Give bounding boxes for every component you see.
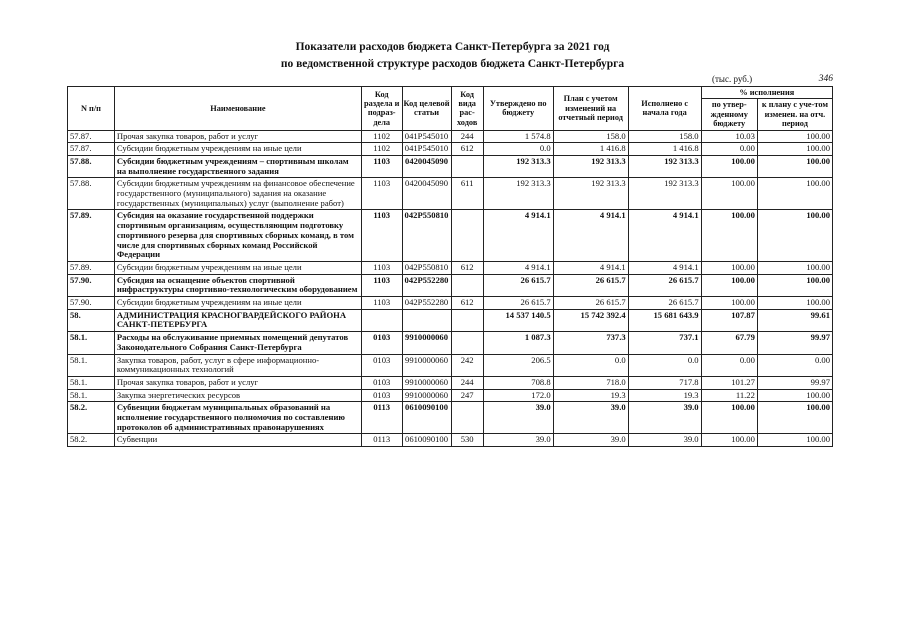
cell-target: 041P545010 xyxy=(402,130,451,143)
cell-pct-plan: 100.00 xyxy=(757,402,832,434)
cell-executed: 192 313.3 xyxy=(628,155,701,177)
cell-type: 612 xyxy=(451,261,483,274)
table-row xyxy=(68,261,833,274)
cell-pct-approved: 100.00 xyxy=(701,274,757,296)
cell-pct-approved: 67.79 xyxy=(701,332,757,354)
cell-name: Субсидии бюджетным учреждениям на иные цели xyxy=(114,297,361,310)
cell-plan: 26 615.7 xyxy=(553,297,628,310)
cell-executed: 0.0 xyxy=(628,354,701,376)
cell-section: 1103 xyxy=(361,210,402,262)
cell-pct-plan: 0.00 xyxy=(757,354,832,376)
cell-pct-plan: 100.00 xyxy=(757,130,832,143)
cell-type: 611 xyxy=(451,178,483,210)
table-row xyxy=(68,178,833,210)
table-row xyxy=(68,354,833,376)
cell-executed: 26 615.7 xyxy=(628,274,701,296)
cell-executed: 1 416.8 xyxy=(628,143,701,156)
cell-name: Субсидия на оказание государственной поддержки спортивным организациям, осуществляющим подготовку спортивного резерва для спортивных сборных команд, в том числе для спортивных сборных команд Российской Федерации xyxy=(114,210,361,262)
cell-type xyxy=(451,210,483,262)
table-row xyxy=(68,143,833,156)
table-row xyxy=(68,376,833,389)
cell-plan: 15 742 392.4 xyxy=(553,309,628,331)
cell-type xyxy=(451,402,483,434)
cell-name: Субвенции бюджетам муниципальных образований на исполнение государственного полномочия по составлению протоколов об административных правонарушениях xyxy=(114,402,361,434)
cell-num: 57.88. xyxy=(68,178,115,210)
table-row xyxy=(68,130,833,143)
cell-num: 57.88. xyxy=(68,155,115,177)
cell-section: 0103 xyxy=(361,354,402,376)
cell-approved: 14 537 140.5 xyxy=(483,309,553,331)
cell-num: 58.1. xyxy=(68,354,115,376)
table-row xyxy=(68,210,833,262)
cell-type xyxy=(451,274,483,296)
cell-target xyxy=(402,309,451,331)
cell-plan: 192 313.3 xyxy=(553,178,628,210)
cell-pct-plan: 100.00 xyxy=(757,178,832,210)
cell-type: 244 xyxy=(451,376,483,389)
header-approved: Утверждено по бюджету xyxy=(483,87,553,131)
cell-section: 1103 xyxy=(361,261,402,274)
cell-pct-approved: 107.87 xyxy=(701,309,757,331)
cell-approved: 39.0 xyxy=(483,402,553,434)
cell-pct-plan: 100.00 xyxy=(757,389,832,402)
cell-pct-plan: 100.00 xyxy=(757,143,832,156)
cell-pct-plan: 100.00 xyxy=(757,261,832,274)
cell-pct-approved: 101.27 xyxy=(701,376,757,389)
cell-section: 1102 xyxy=(361,143,402,156)
cell-plan: 39.0 xyxy=(553,402,628,434)
cell-pct-approved: 0.00 xyxy=(701,143,757,156)
table-row xyxy=(68,402,833,434)
cell-type: 247 xyxy=(451,389,483,402)
table-row xyxy=(68,309,833,331)
cell-section: 1103 xyxy=(361,297,402,310)
cell-pct-approved: 0.00 xyxy=(701,354,757,376)
table-row xyxy=(68,274,833,296)
cell-type xyxy=(451,332,483,354)
cell-approved: 1 574.8 xyxy=(483,130,553,143)
cell-num: 58.1. xyxy=(68,389,115,402)
cell-num: 57.90. xyxy=(68,274,115,296)
cell-name: Субвенции xyxy=(114,434,361,447)
cell-approved: 26 615.7 xyxy=(483,297,553,310)
cell-plan: 192 313.3 xyxy=(553,155,628,177)
cell-approved: 172.0 xyxy=(483,389,553,402)
header-percent-group: % исполнения xyxy=(701,87,832,99)
cell-target: 0420045090 xyxy=(402,155,451,177)
cell-pct-plan: 100.00 xyxy=(757,434,832,447)
cell-name: Субсидии бюджетным учреждениям на иные цели xyxy=(114,261,361,274)
cell-pct-approved: 100.00 xyxy=(701,402,757,434)
table-body xyxy=(68,130,833,447)
cell-plan: 39.0 xyxy=(553,434,628,447)
cell-approved: 4 914.1 xyxy=(483,210,553,262)
cell-pct-approved: 100.00 xyxy=(701,155,757,177)
header-name: Наименование xyxy=(114,87,361,131)
cell-plan: 718.0 xyxy=(553,376,628,389)
cell-type: 530 xyxy=(451,434,483,447)
cell-section: 0103 xyxy=(361,376,402,389)
header-section: Код раздела и подраз-дела xyxy=(361,87,402,131)
cell-target: 9910000060 xyxy=(402,354,451,376)
cell-pct-plan: 100.00 xyxy=(757,210,832,262)
cell-pct-approved: 11.22 xyxy=(701,389,757,402)
cell-approved: 26 615.7 xyxy=(483,274,553,296)
cell-target: 042P552280 xyxy=(402,297,451,310)
cell-approved: 39.0 xyxy=(483,434,553,447)
cell-name: Расходы на обслуживание приемных помещений депутатов Законодательного Собрания Санкт-Петербурга xyxy=(114,332,361,354)
cell-section: 1103 xyxy=(361,178,402,210)
document-title-line-1: Показатели расходов бюджета Санкт-Петербурга за 2021 год xyxy=(295,41,610,53)
cell-plan: 19.3 xyxy=(553,389,628,402)
cell-name: Субсидии бюджетным учреждениям – спортивным школам на выполнение государственного задания xyxy=(114,155,361,177)
cell-plan: 158.0 xyxy=(553,130,628,143)
cell-name: Субсидии бюджетным учреждениям на финансовое обеспечение государственного (муниципального) задания на оказание государственных (муниципальных) услуг (выполнение работ) xyxy=(114,178,361,210)
cell-target: 9910000060 xyxy=(402,389,451,402)
cell-target: 0610090100 xyxy=(402,434,451,447)
cell-plan: 737.3 xyxy=(553,332,628,354)
cell-executed: 737.1 xyxy=(628,332,701,354)
cell-executed: 4 914.1 xyxy=(628,261,701,274)
cell-pct-approved: 100.00 xyxy=(701,210,757,262)
cell-target: 9910000060 xyxy=(402,332,451,354)
cell-name: Субсидия на оснащение объектов спортивной инфраструктуры спортивно-технологическим оборудованием xyxy=(114,274,361,296)
cell-num: 57.90. xyxy=(68,297,115,310)
cell-section: 0113 xyxy=(361,402,402,434)
cell-type: 242 xyxy=(451,354,483,376)
cell-num: 58.2. xyxy=(68,434,115,447)
cell-num: 58.1. xyxy=(68,376,115,389)
cell-type: 612 xyxy=(451,297,483,310)
cell-executed: 19.3 xyxy=(628,389,701,402)
cell-approved: 192 313.3 xyxy=(483,155,553,177)
cell-section: 1102 xyxy=(361,130,402,143)
cell-type: 612 xyxy=(451,143,483,156)
cell-executed: 4 914.1 xyxy=(628,210,701,262)
table-row xyxy=(68,389,833,402)
budget-table xyxy=(67,86,833,447)
cell-approved: 0.0 xyxy=(483,143,553,156)
cell-type xyxy=(451,155,483,177)
cell-target: 042P550810 xyxy=(402,210,451,262)
cell-type: 244 xyxy=(451,130,483,143)
cell-target: 042P550810 xyxy=(402,261,451,274)
cell-plan: 26 615.7 xyxy=(553,274,628,296)
cell-executed: 717.8 xyxy=(628,376,701,389)
cell-pct-approved: 100.00 xyxy=(701,261,757,274)
cell-section: 1103 xyxy=(361,274,402,296)
cell-plan: 4 914.1 xyxy=(553,261,628,274)
header-executed: Исполнено с начала года xyxy=(628,87,701,131)
cell-num: 57.87. xyxy=(68,143,115,156)
cell-approved: 192 313.3 xyxy=(483,178,553,210)
cell-num: 57.87. xyxy=(68,130,115,143)
cell-pct-approved: 100.00 xyxy=(701,434,757,447)
table-row xyxy=(68,434,833,447)
cell-section: 0103 xyxy=(361,332,402,354)
cell-target: 0420045090 xyxy=(402,178,451,210)
cell-pct-plan: 99.97 xyxy=(757,376,832,389)
cell-plan: 0.0 xyxy=(553,354,628,376)
cell-num: 58.1. xyxy=(68,332,115,354)
cell-executed: 39.0 xyxy=(628,434,701,447)
cell-executed: 39.0 xyxy=(628,402,701,434)
cell-section xyxy=(361,309,402,331)
cell-executed: 15 681 643.9 xyxy=(628,309,701,331)
header-target: Код целевой статьи xyxy=(402,87,451,131)
table-header xyxy=(68,87,833,131)
cell-approved: 1 087.3 xyxy=(483,332,553,354)
document-title-line-2: по ведомственной структуре расходов бюджета Санкт-Петербурга xyxy=(280,58,625,70)
cell-pct-plan: 99.61 xyxy=(757,309,832,331)
cell-pct-plan: 99.97 xyxy=(757,332,832,354)
cell-pct-plan: 100.00 xyxy=(757,297,832,310)
cell-name: Субсидии бюджетным учреждениям на иные цели xyxy=(114,143,361,156)
page-number: 346 xyxy=(818,74,833,84)
cell-plan: 4 914.1 xyxy=(553,210,628,262)
cell-executed: 26 615.7 xyxy=(628,297,701,310)
cell-section: 1103 xyxy=(361,155,402,177)
cell-section: 0113 xyxy=(361,434,402,447)
cell-executed: 158.0 xyxy=(628,130,701,143)
cell-type xyxy=(451,309,483,331)
cell-target: 0610090100 xyxy=(402,402,451,434)
cell-executed: 192 313.3 xyxy=(628,178,701,210)
header-pct-plan: к плану с уче-том изменен. на отч. период xyxy=(757,99,832,130)
cell-target: 9910000060 xyxy=(402,376,451,389)
cell-num: 57.89. xyxy=(68,210,115,262)
cell-name: Закупка товаров, работ, услуг в сфере информационно-коммуникационных технологий xyxy=(114,354,361,376)
cell-section: 0103 xyxy=(361,389,402,402)
header-pct-approved: по утвер-жденному бюджету xyxy=(701,99,757,130)
units-label: (тыс. руб.) xyxy=(712,74,753,84)
cell-pct-plan: 100.00 xyxy=(757,155,832,177)
cell-approved: 206.5 xyxy=(483,354,553,376)
cell-approved: 4 914.1 xyxy=(483,261,553,274)
cell-pct-plan: 100.00 xyxy=(757,274,832,296)
table-row xyxy=(68,332,833,354)
header-plan: План с учетом изменений на отчетный период xyxy=(553,87,628,131)
cell-name: Прочая закупка товаров, работ и услуг xyxy=(114,130,361,143)
cell-pct-approved: 10.03 xyxy=(701,130,757,143)
cell-target: 042P552280 xyxy=(402,274,451,296)
table-row xyxy=(68,155,833,177)
cell-name: АДМИНИСТРАЦИЯ КРАСНОГВАРДЕЙСКОГО РАЙОНА САНКТ-ПЕТЕРБУРГА xyxy=(114,309,361,331)
cell-num: 58.2. xyxy=(68,402,115,434)
cell-plan: 1 416.8 xyxy=(553,143,628,156)
cell-pct-approved: 100.00 xyxy=(701,178,757,210)
table-row xyxy=(68,297,833,310)
cell-num: 57.89. xyxy=(68,261,115,274)
header-num: N п/п xyxy=(68,87,115,131)
cell-pct-approved: 100.00 xyxy=(701,297,757,310)
cell-approved: 708.8 xyxy=(483,376,553,389)
header-type: Код вида рас-ходов xyxy=(451,87,483,131)
cell-num: 58. xyxy=(68,309,115,331)
cell-target: 041P545010 xyxy=(402,143,451,156)
cell-name: Закупка энергетических ресурсов xyxy=(114,389,361,402)
cell-name: Прочая закупка товаров, работ и услуг xyxy=(114,376,361,389)
